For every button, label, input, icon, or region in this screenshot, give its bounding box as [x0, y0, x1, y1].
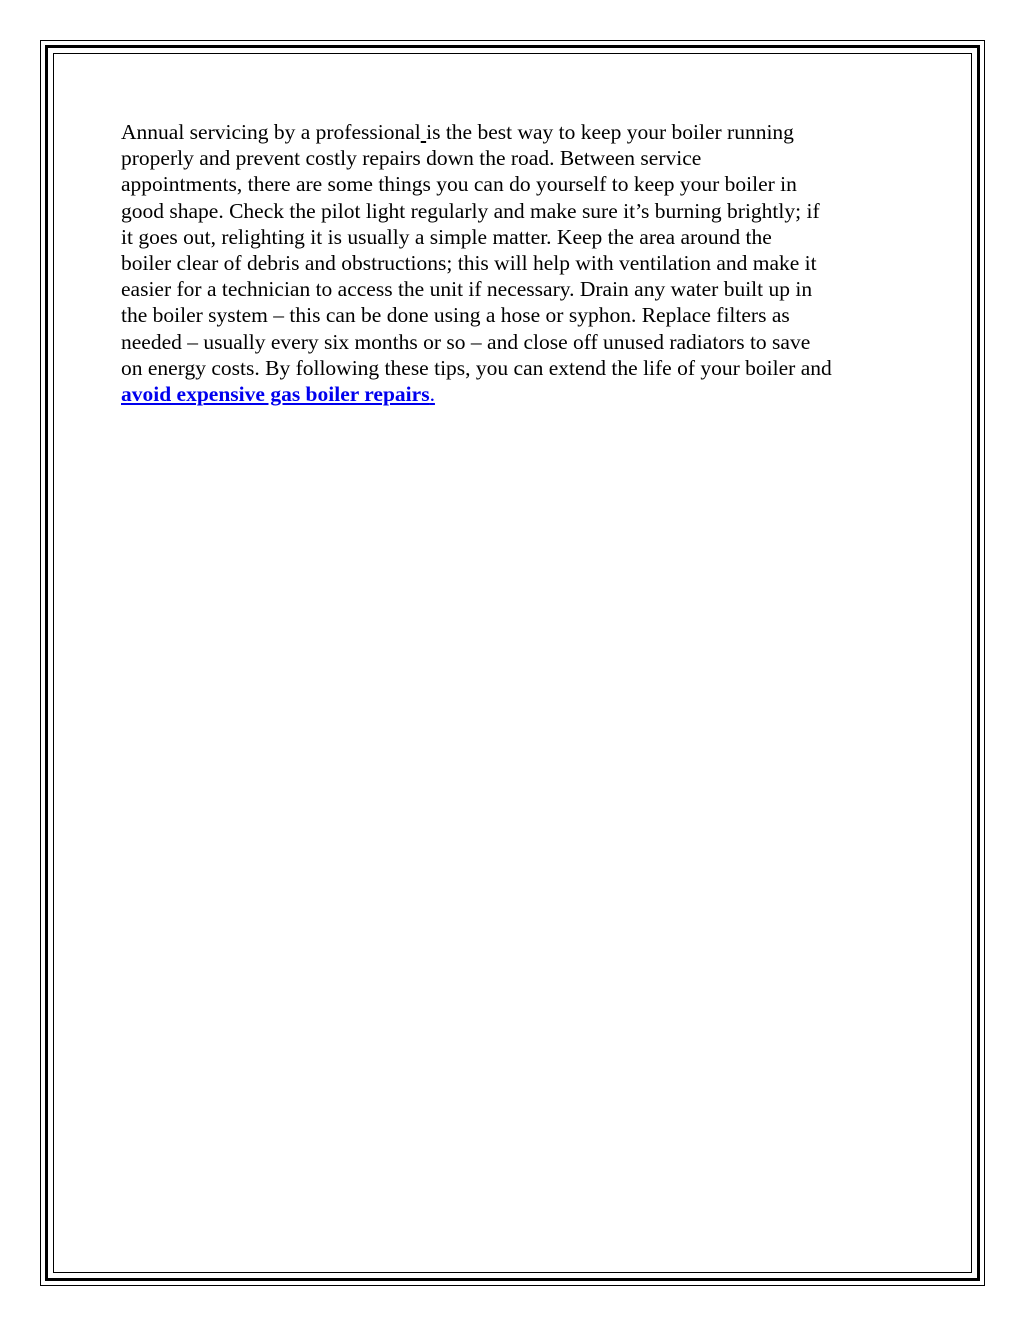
paragraph-line-1 — [121, 119, 911, 145]
paragraph-line-4: good shape. Check the pilot light regularly and make sure it’s burning brightly; if — [121, 198, 820, 223]
body-paragraph — [121, 119, 911, 407]
link-trailing-period: . — [429, 382, 435, 407]
paragraph-line-7: easier for a technician to access the unit if necessary. Drain any water built up in — [121, 277, 813, 302]
paragraph-line-8: the boiler system – this can be done using a hose or syphon. Replace filters as — [121, 303, 790, 328]
paragraph-line-3: appointments, there are some things you can do yourself to keep your boiler in — [121, 172, 797, 197]
paragraph-line-9: needed – usually every six months or so – and close off unused radiators to save — [121, 329, 811, 354]
paragraph-line-2: properly and prevent costly repairs down the road. Between service — [121, 146, 702, 171]
paragraph-line-6: boiler clear of debris and obstructions; this will help with ventilation and make it — [121, 251, 817, 276]
line-1-after: is the best way to keep your boiler running — [426, 120, 794, 144]
paragraph-line-11 — [121, 381, 911, 407]
paragraph-line-5: it goes out, relighting it is usually a simple matter. Keep the area around the — [121, 224, 772, 249]
paragraph-line-10: on energy costs. By following these tips, you can extend the life of your boiler and — [121, 355, 832, 380]
gas-boiler-repairs-link[interactable]: avoid expensive gas boiler repairs — [121, 382, 430, 407]
line-1-before: Annual servicing by a professional — [121, 120, 421, 144]
